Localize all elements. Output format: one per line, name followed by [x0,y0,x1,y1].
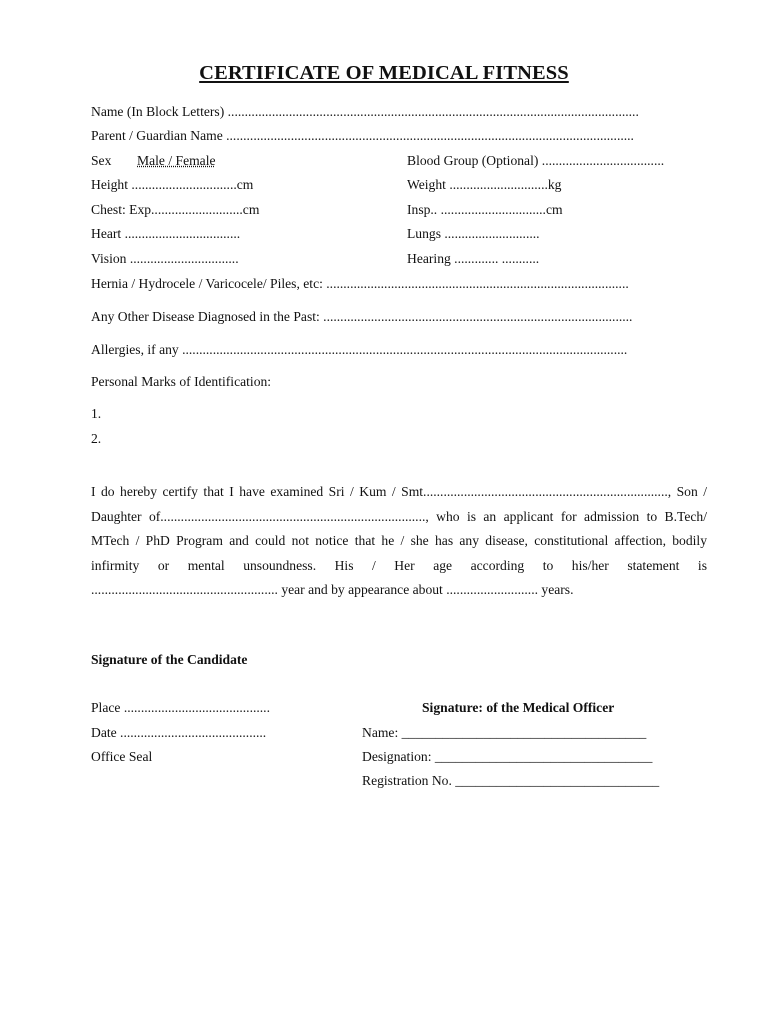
date-field: Date ........................................... [91,725,267,740]
officer-name-field: Name: ____________________________________ [362,725,647,740]
candidate-signature-label: Signature of the Candidate [91,652,248,667]
name-field: Name (In Block Letters) ......................................................................................................................... [91,104,639,119]
medical-officer-signature-label: Signature: of the Medical Officer [422,700,615,715]
designation-field: Designation: ________________________________ [362,749,653,764]
guardian-field: Parent / Guardian Name ........................................................................................................................ [91,128,634,143]
insp-field: Insp.. ...............................cm [407,202,563,217]
hernia-field: Hernia / Hydrocele / Varicocele/ Piles, etc: ......................................................................................... [91,276,629,291]
chest-field: Chest: Exp...........................cm [91,202,260,217]
blood-group-field: Blood Group (Optional) .................................... [407,153,665,168]
hearing-field: Hearing ............. ........... [407,251,540,266]
sex-label: Sex [91,153,112,168]
vision-field: Vision ................................ [91,251,239,266]
allergies-field: Allergies, if any ................................................................................................................................... [91,342,628,357]
office-seal-label: Office Seal [91,749,153,764]
certification-paragraph: I do hereby certify that I have examined Sri / Kum / Smt........................................................................, Son / Daughter of.............................................................................., who is an applicant for admission to B.Tech/ MTech / PhD Program and could not notice that he / she has any disease, constitutional affection, bodily infirmity or mental unsoundness. His / Her age according to his/her statement is ....................................................... year and by appearance about ........................... years. [91,484,707,598]
identification-marks-label: Personal Marks of Identification: [91,374,272,389]
identification-mark-2: 2. [91,431,102,446]
identification-mark-1: 1. [91,406,102,421]
other-disease-field: Any Other Disease Diagnosed in the Past: ........................................................................................... [91,309,633,324]
height-field: Height ...............................cm [91,177,254,192]
place-field: Place ........................................... [91,700,270,715]
sex-options: Male / Female [137,153,216,168]
page-title: CERTIFICATE OF MEDICAL FITNESS [199,62,569,84]
lungs-field: Lungs ............................ [407,226,540,241]
heart-field: Heart .................................. [91,226,241,241]
registration-number-field: Registration No. ______________________________ [362,773,660,788]
weight-field: Weight .............................kg [407,177,562,192]
